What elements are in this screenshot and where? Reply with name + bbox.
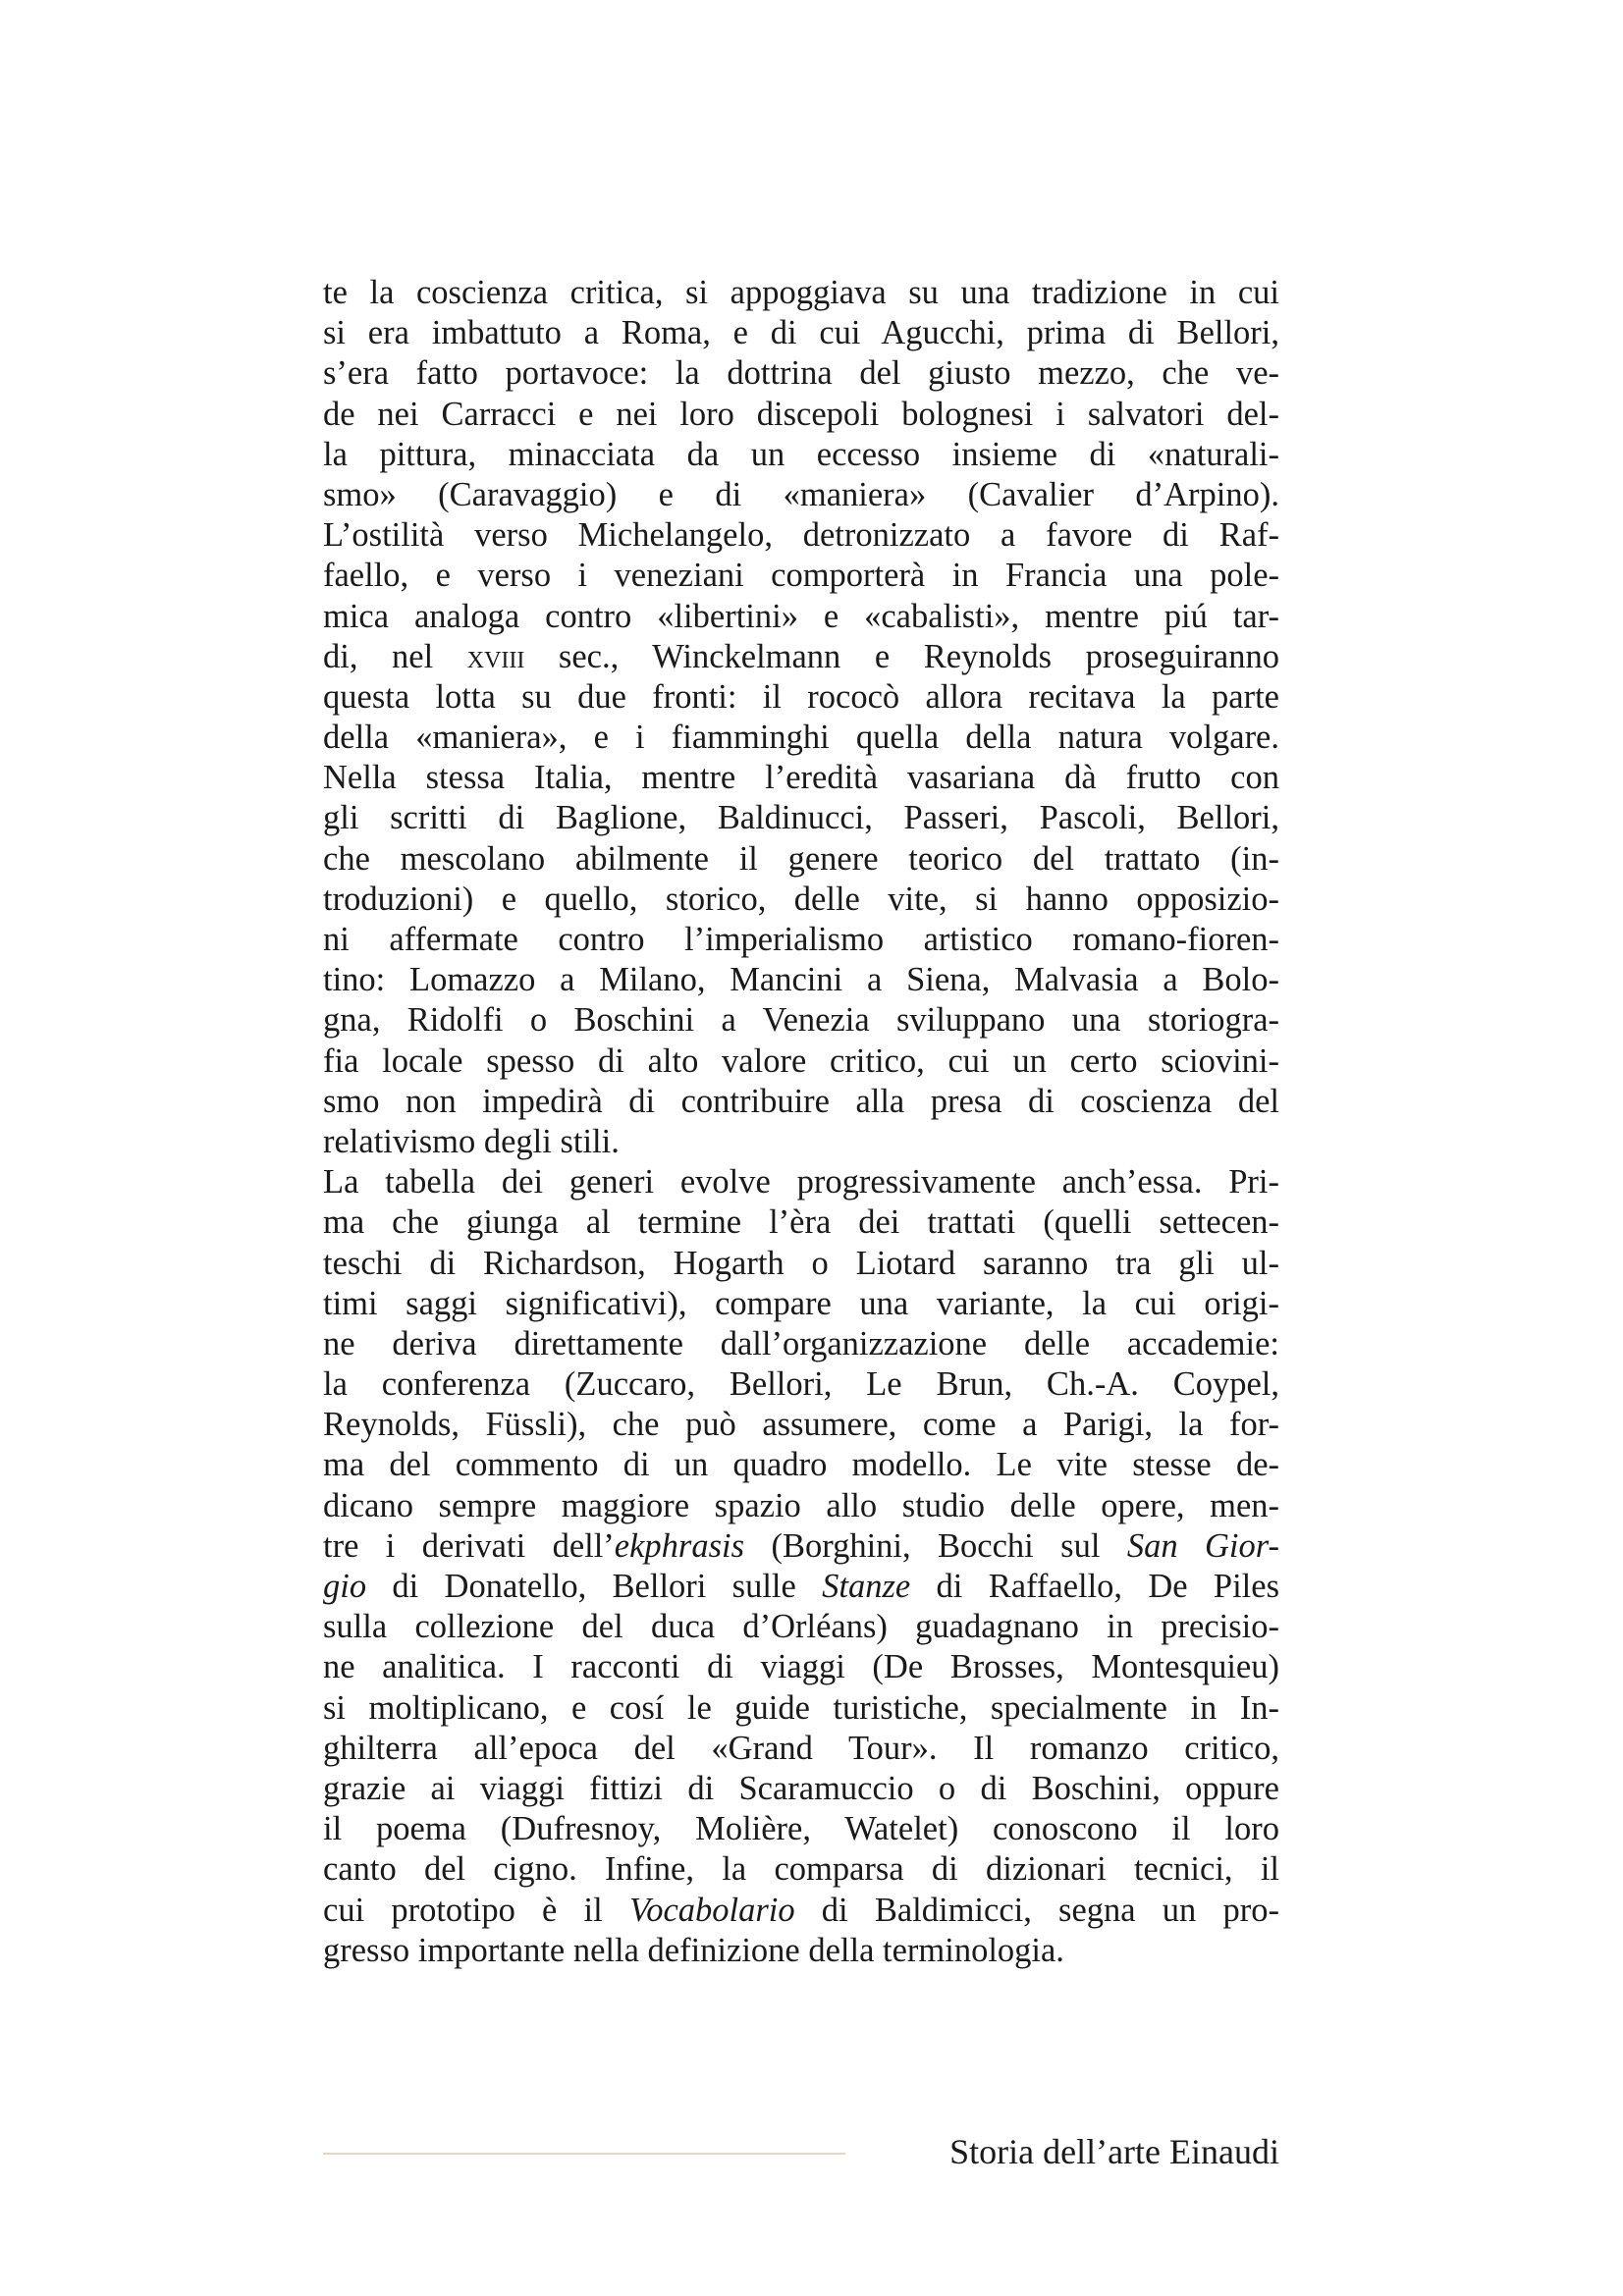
text-segment: di Donatello, Bellori sulle: [366, 1568, 823, 1605]
text-line: dicano sempre maggiore spazio allo studio delle opere, men-: [323, 1486, 1279, 1524]
text-segment: di Raffaello, De Piles: [910, 1568, 1279, 1605]
footer-title: Storia dell’arte Einaudi: [949, 2132, 1279, 2171]
text-line: fia locale spesso di alto valore critico, cui un certo sciovini-: [323, 1041, 1279, 1080]
text-line: ma del commento di un quadro modello. Le vite stesse de-: [323, 1446, 1279, 1484]
text-segment: (Borghini, Bocchi sul: [744, 1526, 1127, 1565]
century-numeral: xviii: [466, 637, 525, 675]
text-line: troduzioni) e quello, storico, delle vite, si hanno opposizio-: [323, 880, 1279, 918]
text-line: che mescolano abilmente il genere teorico del trattato (in-: [323, 839, 1279, 878]
text-line: timi saggi significativi), compare una variante, la cui origi-: [323, 1284, 1279, 1322]
text-segment: di, nel: [323, 637, 467, 675]
text-line: Nella stessa Italia, mentre l’eredità vasariana dà frutto con: [323, 759, 1279, 797]
footer-rule: [323, 2153, 845, 2155]
text-line: mica analoga contro «libertini» e «cabalisti», mentre piú tar-: [323, 597, 1279, 635]
italic-title: Vocabolario: [628, 1891, 795, 1929]
text-line: ghilterra all’epoca del «Grand Tour». Il romanzo critico,: [323, 1729, 1279, 1767]
text-line: relativismo degli stili.: [323, 1122, 620, 1160]
text-line: ne analitica. I racconti di viaggi (De Brosses, Montesquieu): [323, 1648, 1279, 1686]
text-segment: di Baldimicci, segna un pro-: [794, 1891, 1279, 1929]
text-line: il poema (Dufresnoy, Molière, Watelet) conoscono il loro: [323, 1810, 1279, 1848]
text-line: ne deriva direttamente dall’organizzazione delle accademie:: [323, 1324, 1279, 1362]
text-line: canto del cigno. Infine, la comparsa di dizionari tecnici, il: [323, 1850, 1279, 1889]
text-line: [323, 1891, 1279, 1931]
text-line: Reynolds, Füssli), che può assumere, come a Parigi, la for-: [323, 1406, 1279, 1444]
body-text: [323, 273, 1279, 1971]
text-segment: tre i derivati dell’: [323, 1526, 615, 1565]
text-segment: cui prototipo è il: [323, 1891, 629, 1929]
text-line: la pittura, minacciata da un eccesso insieme di «naturali-: [323, 435, 1279, 473]
text-line: gna, Ridolfi o Boschini a Venezia sviluppano una storiogra-: [323, 1001, 1279, 1040]
text-line: La tabella dei generi evolve progressivamente anch’essa. Pri-: [323, 1163, 1279, 1201]
text-segment: sec., Winckelmann e Reynolds proseguiranno: [524, 637, 1279, 675]
text-line: [323, 1567, 1279, 1607]
text-line: smo» (Caravaggio) e di «maniera» (Cavalier d’Arpino).: [323, 475, 1279, 513]
text-line: te la coscienza critica, si appoggiava su una tradizione in cui: [323, 274, 1279, 311]
text-line: [323, 1526, 1279, 1567]
text-line: della «maniera», e i fiamminghi quella della natura volgare.: [323, 719, 1279, 757]
text-line: si moltiplicano, e cosí le guide turistiche, specialmente in In-: [323, 1688, 1279, 1727]
text-line: grazie ai viaggi fittizi di Scaramuccio o di Boschini, oppure: [323, 1769, 1279, 1807]
text-line: smo non impedirà di contribuire alla presa di coscienza del: [323, 1082, 1279, 1120]
text-line: la conferenza (Zuccaro, Bellori, Le Brun, Ch.-A. Coypel,: [323, 1365, 1279, 1404]
text-line: tino: Lomazzo a Milano, Mancini a Siena, Malvasia a Bolo-: [323, 961, 1279, 999]
text-line: questa lotta su due fronti: il rococò allora recitava la parte: [323, 677, 1279, 716]
text-line: faello, e verso i veneziani comporterà in Francia una pole-: [323, 557, 1279, 595]
text-line: L’ostilità verso Michelangelo, detronizzato a favore di Raf-: [323, 516, 1279, 555]
text-line: sulla collezione del duca d’Orléans) guadagnano in precisio-: [323, 1608, 1279, 1646]
text-line: ma che giunga al termine l’èra dei trattati (quelli settecen-: [323, 1203, 1279, 1242]
italic-title: Stanze: [822, 1568, 911, 1605]
text-line: si era imbattuto a Roma, e di cui Agucchi, prima di Bellori,: [323, 314, 1279, 352]
text-line: s’era fatto portavoce: la dottrina del giusto mezzo, che ve-: [323, 354, 1279, 393]
text-line: gli scritti di Baglione, Baldinucci, Passeri, Pascoli, Bellori,: [323, 799, 1279, 837]
text-line: ni affermate contro l’imperialismo artistico romano-fioren-: [323, 921, 1279, 958]
text-line: [323, 637, 1279, 677]
text-line: gresso importante nella definizione della terminologia.: [323, 1931, 1064, 1969]
italic-term: ekphrasis: [614, 1526, 745, 1565]
italic-title: gio: [323, 1568, 367, 1605]
italic-title: San Gior-: [1126, 1526, 1279, 1565]
text-line: teschi di Richardson, Hogarth o Liotard saranno tra gli ul-: [323, 1244, 1279, 1282]
text-line: de nei Carracci e nei loro discepoli bolognesi i salvatori del-: [323, 395, 1279, 433]
